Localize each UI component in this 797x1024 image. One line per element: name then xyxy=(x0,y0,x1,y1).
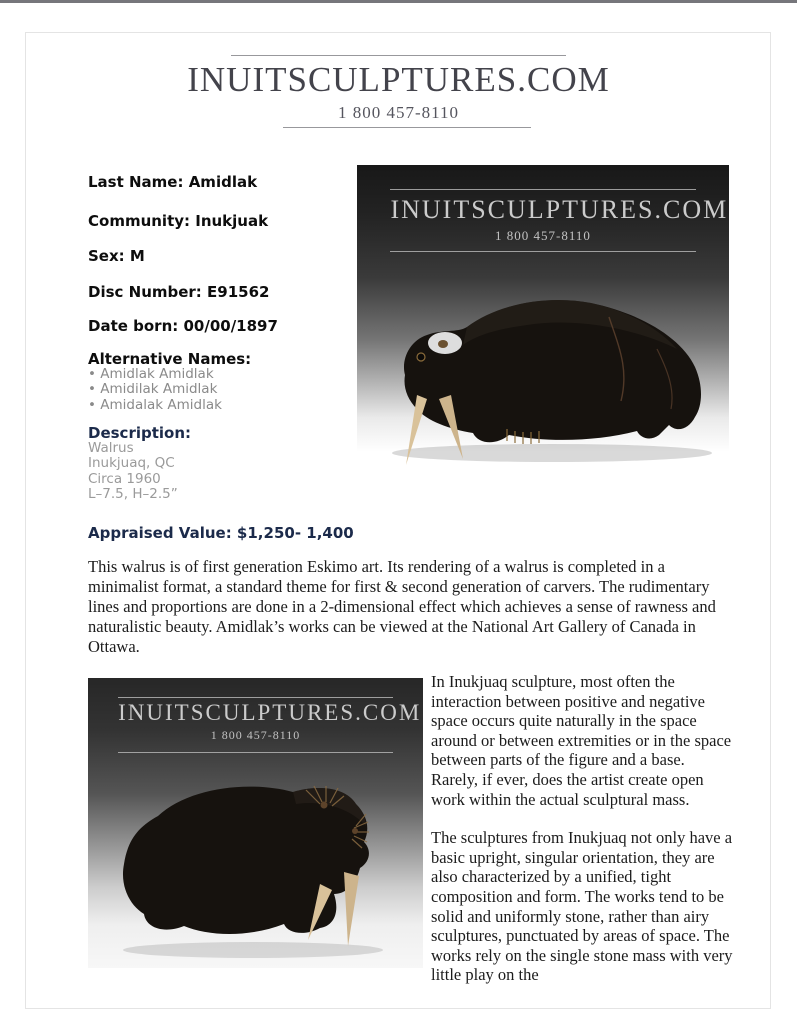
photo-watermark xyxy=(390,189,729,252)
description-line: L–7.5, H–2.5” xyxy=(88,485,178,502)
field-sex: Sex: M xyxy=(88,247,145,265)
body-paragraph-3: The sculptures from Inukjuaq not only have a basic upright, singular orientation, they are also characterized by a unified, tight composition and form. The works tend to be solid and uniformly stone, rather than airy sculptures, punctuated by areas of space. The works rely on the single stone mass with very little play on the xyxy=(431,828,733,985)
walrus-sculpture-front-image xyxy=(88,778,423,968)
body-paragraph-2: In Inukjuaq sculpture, most often the interaction between positive and negative space occurs quite naturally in the space around or between extremities or in the space between parts of the figure and a base. Rarely, if ever, does the artist create open work within the actual sculptural mass. xyxy=(431,672,732,809)
watermark-phone: 1 800 457-8110 xyxy=(495,228,591,243)
watermark-title: INUITSCULPTURES.COM xyxy=(390,195,729,224)
list-item: • Amidilak Amidlak xyxy=(88,382,222,397)
description-line: Walrus xyxy=(88,440,134,456)
watermark-rule-bottom xyxy=(118,752,393,753)
description-lines xyxy=(88,441,178,502)
description-line: Inukjuaq, QC xyxy=(88,455,175,472)
list-item: • Amidalak Amidlak xyxy=(88,398,222,413)
top-window-bar xyxy=(0,0,797,3)
header-rule-top xyxy=(231,55,566,56)
description-line: Circa 1960 xyxy=(88,470,161,487)
field-last-name: Last Name: Amidlak xyxy=(88,173,258,191)
field-community: Community: Inukjuak xyxy=(88,212,269,230)
watermark-rule-top xyxy=(118,697,393,698)
watermark-rule-top xyxy=(390,189,695,190)
field-date-born: Date born: 00/00/1897 xyxy=(88,317,278,335)
photo-watermark xyxy=(118,697,422,753)
alternative-names-heading: Alternative Names: xyxy=(88,350,252,368)
watermark-phone: 1 800 457-8110 xyxy=(210,727,301,742)
appraised-value: Appraised Value: $1,250- 1,400 xyxy=(88,524,354,542)
site-phone-number: 1 800 457-8110 xyxy=(337,103,460,122)
sculpture-photo-secondary xyxy=(88,678,423,968)
sculpture-photo-primary xyxy=(357,165,729,477)
list-item: • Amidlak Amidlak xyxy=(88,367,222,382)
watermark-title: INUITSCULPTURES.COM xyxy=(118,700,422,725)
header-rule-bottom xyxy=(283,127,531,128)
watermark-rule-bottom xyxy=(390,251,695,252)
alternative-names-list xyxy=(88,367,222,413)
body-paragraph-1: This walrus is of first generation Eskimo art. Its rendering of a walrus is completed in a minimalist format, a standard theme for first & second generation of carvers. The rudimentary lines and proportions are done in a 2-dimensional effect which achieves a sense of rawness and naturalistic beauty. Amidlak’s works can be viewed at the National Art Gallery of Canada in Ottawa. xyxy=(88,557,716,656)
body-flow-section xyxy=(88,672,733,985)
site-title: INUITSCULPTURES.COM xyxy=(187,60,610,99)
description-heading: Description: xyxy=(88,424,192,442)
walrus-sculpture-side-image xyxy=(357,257,729,477)
field-disc-number: Disc Number: E91562 xyxy=(88,283,270,301)
